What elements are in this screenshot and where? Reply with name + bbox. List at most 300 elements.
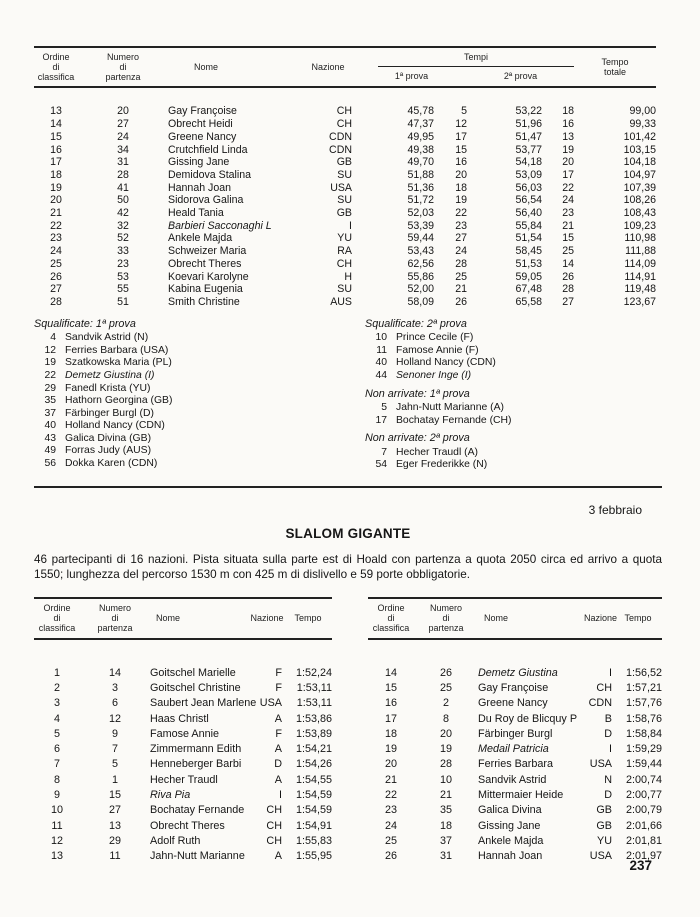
table-cell: 49,95 — [407, 130, 434, 143]
col-header-ordine: Ordine di classifica — [368, 598, 414, 638]
section-divider — [34, 486, 662, 488]
table-cell: 41 — [117, 181, 129, 194]
table-cell: Henneberger Barbi — [150, 758, 242, 771]
table-cell: 14 — [108, 666, 121, 679]
table-cell: 9 — [111, 727, 118, 740]
table-cell: 1:53,86 — [295, 712, 332, 725]
table-row — [34, 87, 656, 118]
table-row — [34, 220, 656, 233]
list-item — [34, 408, 365, 421]
table-cell: CH — [336, 105, 352, 118]
table-row — [34, 207, 656, 220]
table-cell: 3 — [111, 681, 118, 694]
athlete-name: Sandvik Astrid (N) — [65, 332, 149, 344]
table-cell: 10 — [439, 773, 452, 786]
list-item — [34, 395, 365, 408]
table-cell: 20 — [384, 758, 397, 771]
table-cell: 52,03 — [407, 207, 434, 220]
table-cell: 19 — [50, 181, 62, 194]
table-cell: 1:54,26 — [295, 758, 332, 771]
table-cell: Kabina Eugenia — [168, 283, 243, 296]
table-cell: 17 — [50, 156, 62, 169]
table-cell: F — [275, 727, 282, 740]
col-header-tempo: Tempo — [284, 598, 332, 638]
table-cell: 27 — [117, 118, 129, 131]
table-cell: 15 — [108, 789, 121, 802]
table-cell: 50 — [117, 194, 129, 207]
athlete-name: Jahn-Nutt Marianne (A) — [396, 402, 504, 414]
table-cell: USA — [589, 758, 612, 771]
table-cell: 26 — [439, 666, 452, 679]
list-item — [365, 459, 662, 472]
table-cell: 1:52,24 — [295, 666, 332, 679]
table-cell: Demidova Stalina — [168, 168, 252, 181]
table-cell: 18 — [455, 181, 467, 194]
table-cell: 110,98 — [624, 232, 657, 245]
table-cell: 2:00,77 — [625, 789, 662, 802]
table-cell: 1:53,11 — [296, 697, 332, 710]
athlete-name: Forras Judy (AUS) — [65, 445, 152, 457]
bib-number: 49 — [44, 445, 56, 457]
table-cell: Greene Nancy — [168, 130, 237, 143]
table-cell: 1:57,21 — [625, 681, 662, 694]
athlete-name: Holland Nancy (CDN) — [396, 357, 496, 369]
table-row — [34, 131, 656, 144]
bib-number: 19 — [44, 357, 56, 369]
table-cell: 99,33 — [629, 118, 657, 131]
bib-number: 11 — [376, 344, 387, 356]
table-cell: 49,38 — [407, 143, 434, 156]
table-cell: 17 — [384, 712, 397, 725]
table-cell: Crutchfield Linda — [168, 143, 248, 156]
list-item — [365, 415, 662, 428]
table-cell: 51,54 — [515, 232, 542, 245]
table-cell: 1:53,11 — [296, 681, 332, 694]
table-cell: 8 — [53, 773, 60, 786]
bib-number: 40 — [44, 420, 56, 432]
status-lists-right — [365, 318, 662, 472]
table-row — [34, 271, 656, 284]
table-cell: A — [274, 743, 282, 756]
table-cell: SU — [337, 194, 352, 207]
table-cell: 49,70 — [407, 156, 434, 169]
table-cell: 19 — [562, 143, 575, 156]
bib-number: 22 — [44, 369, 56, 381]
table-cell: 51,47 — [515, 130, 542, 143]
table-cell: F — [275, 681, 282, 694]
table-cell: GB — [336, 207, 352, 220]
table-cell: 33 — [117, 245, 129, 258]
table-cell: Haas Christl — [150, 712, 209, 725]
table-cell: GB — [336, 156, 352, 169]
table-cell: 104,18 — [623, 156, 657, 169]
table-cell: 21 — [562, 219, 575, 232]
col-header-numero: Numero di partenza — [414, 598, 478, 638]
tempi-label: Tempi — [464, 52, 489, 62]
table-cell: I — [609, 743, 612, 756]
table-cell: Heald Tania — [168, 207, 224, 220]
table-cell: Du Roy de Blicquy P — [478, 712, 578, 725]
giant-slalom-intro: 46 partecipanti di 16 nazioni. Pista situata sulla parte est di Hoald con partenza a quota 2050 circa ed arrivo a quota 1550; lunghezza del percorso 1530 m con 425 m di dislivello e 59 porte obbligatorie. — [34, 552, 662, 582]
table-cell: 17 — [455, 130, 467, 143]
bib-number: 5 — [381, 402, 387, 414]
list-item — [34, 433, 365, 446]
table-cell: 23 — [50, 232, 62, 245]
table-cell: Hannah Joan — [478, 850, 543, 863]
table-row — [368, 712, 662, 727]
table-cell: F — [275, 666, 282, 679]
bib-number: 37 — [44, 407, 56, 419]
table-row — [34, 727, 332, 742]
table-cell: CH — [266, 819, 282, 832]
table-cell: Goitschel Christine — [150, 681, 241, 694]
table-cell: 5 — [53, 727, 60, 740]
table-cell: D — [274, 758, 282, 771]
table-cell: 23 — [562, 207, 575, 220]
table-cell: 51,36 — [407, 181, 434, 194]
table-row — [368, 727, 662, 742]
col-header-nome: Nome — [478, 598, 584, 638]
table-cell: 27 — [50, 283, 62, 296]
table-cell: 20 — [117, 105, 129, 118]
table-row — [34, 696, 332, 711]
table-cell: 28 — [455, 257, 467, 270]
table-cell: 20 — [455, 168, 467, 181]
table-cell: Bochatay Fernande — [150, 804, 245, 817]
table-cell: USA — [330, 181, 352, 194]
table-cell: 13 — [50, 105, 62, 118]
table-cell: A — [274, 850, 282, 863]
table-cell: GB — [596, 819, 612, 832]
table-cell: 14 — [50, 118, 62, 131]
table-cell: 37 — [439, 834, 452, 847]
table-cell: D — [604, 727, 612, 740]
table-cell: Greene Nancy — [478, 697, 548, 710]
table-row — [34, 681, 332, 696]
table-row — [34, 232, 656, 245]
table-cell: 25 — [384, 834, 397, 847]
table-cell: CDN — [329, 130, 352, 143]
athlete-name: Galica Divina (GB) — [65, 432, 152, 444]
table-cell: CH — [266, 804, 282, 817]
table-cell: 2:00,79 — [625, 804, 662, 817]
table-cell: Gay Françoise — [478, 681, 549, 694]
table-cell: 101,42 — [623, 130, 657, 143]
col-header-tempo-totale: Tempo totale — [574, 47, 656, 87]
table-cell: 55,84 — [515, 219, 542, 232]
table-cell: 18 — [562, 105, 575, 118]
table-cell: 114,91 — [624, 270, 657, 283]
table-cell: 27 — [455, 232, 467, 245]
table-cell: 18 — [384, 727, 397, 740]
table-row — [34, 258, 656, 271]
table-cell: 23 — [455, 219, 467, 232]
col-header-nome: Nome — [168, 47, 300, 87]
table-cell: 26 — [562, 270, 575, 283]
table-cell: 108,43 — [623, 207, 657, 220]
table-row — [34, 182, 656, 195]
table-cell: 1:54,59 — [295, 789, 332, 802]
table-cell: 5 — [111, 758, 118, 771]
athlete-name: Färbinger Burgl (D) — [65, 407, 154, 419]
table-cell: 54,18 — [515, 156, 542, 169]
table-cell: 1:58,84 — [625, 727, 662, 740]
table-cell: 26 — [455, 295, 467, 308]
table-cell: 58,09 — [407, 295, 434, 308]
table-cell: 23 — [384, 804, 397, 817]
athlete-name: Fanedl Krista (YU) — [65, 382, 151, 394]
athlete-name: Bochatay Fernande (CH) — [396, 414, 512, 426]
table-row — [34, 245, 656, 258]
status-lists-left — [34, 318, 365, 472]
table-cell: CH — [266, 834, 282, 847]
table-row — [368, 803, 662, 818]
table-cell: 56,03 — [515, 181, 542, 194]
athlete-name: Senoner Inge (I) — [396, 369, 472, 381]
table-cell: 15 — [562, 232, 575, 245]
table-row — [34, 788, 332, 803]
table-row — [368, 639, 662, 681]
table-cell: 55,86 — [407, 270, 434, 283]
table-row — [34, 834, 332, 849]
table-cell: 51,53 — [515, 257, 542, 270]
table-cell: 15 — [384, 681, 397, 694]
table-cell: 65,58 — [515, 295, 542, 308]
table-cell: 3 — [53, 697, 60, 710]
table-cell: 28 — [50, 295, 62, 308]
table-cell: 7 — [53, 758, 60, 771]
giant-slalom-table-left — [34, 597, 332, 864]
table-cell: AUS — [330, 295, 352, 308]
col-header-nome: Nome — [150, 598, 250, 638]
table-cell: 12 — [108, 712, 121, 725]
list-heading: Squalificate: 1ª prova — [34, 317, 136, 330]
table-cell: 31 — [117, 156, 129, 169]
table-cell: 1:55,95 — [295, 850, 332, 863]
col-header-prova2: 2ª prova — [467, 68, 574, 88]
table-cell: 62,56 — [407, 257, 434, 270]
table-cell: 59,05 — [515, 270, 542, 283]
table-cell: 13 — [562, 130, 575, 143]
table-cell: Gissing Jane — [168, 156, 230, 169]
table-cell: 24 — [455, 245, 467, 258]
table-row — [34, 639, 332, 681]
table-cell: 20 — [562, 156, 575, 169]
table-cell: 12 — [455, 118, 467, 131]
table-cell: 18 — [50, 168, 62, 181]
table-cell: 107,39 — [623, 181, 657, 194]
table-cell: 1 — [111, 773, 118, 786]
athlete-name: Dokka Karen (CDN) — [65, 458, 158, 470]
table-cell: D — [604, 789, 612, 802]
table-cell: 52,00 — [407, 283, 434, 296]
table-cell: Hannah Joan — [168, 181, 232, 194]
table-cell: 10 — [50, 804, 63, 817]
giant-slalom-tables — [34, 597, 662, 864]
table-cell: Obrecht Theres — [168, 257, 242, 270]
table-cell: 15 — [50, 130, 62, 143]
table-cell: Demetz Giustina — [478, 666, 558, 679]
table-cell: I — [609, 666, 612, 679]
table-cell: 25 — [50, 257, 62, 270]
table-cell: 27 — [562, 295, 575, 308]
table-row — [34, 819, 332, 834]
table-cell: H — [344, 270, 352, 283]
table-cell: CDN — [329, 143, 352, 156]
table-cell: Ferries Barbara — [478, 758, 554, 771]
col-header-ordine: Ordine di classifica — [34, 598, 80, 638]
gs-right-header — [368, 598, 662, 638]
table-row — [368, 681, 662, 696]
table-row — [34, 296, 656, 309]
bib-number: 29 — [44, 382, 56, 394]
table-cell: Famose Annie — [150, 727, 220, 740]
table-cell: CH — [336, 257, 352, 270]
table-cell: Adolf Ruth — [150, 834, 201, 847]
table-cell: 111,88 — [625, 245, 657, 258]
athlete-name: Eger Frederikke (N) — [396, 459, 488, 471]
table-cell: 4 — [53, 712, 60, 725]
table-cell: 42 — [117, 207, 129, 220]
list-item — [34, 357, 365, 370]
table-row — [368, 849, 662, 864]
table-cell: A — [274, 773, 282, 786]
athlete-name: Demetz Giustina (I) — [65, 369, 155, 381]
bib-number: 17 — [375, 414, 387, 426]
athlete-name: Ferries Barbara (USA) — [65, 344, 169, 356]
table-cell: Saubert Jean Marlene — [150, 697, 257, 710]
table-cell: 51 — [117, 295, 129, 308]
athlete-name: Szatkowska Maria (PL) — [65, 357, 172, 369]
table-cell: Sandvik Astrid — [478, 773, 547, 786]
table-cell: 26 — [50, 270, 62, 283]
table-cell: 12 — [50, 834, 63, 847]
list-item — [365, 345, 662, 358]
list-heading: Non arrivate: 2ª prova — [365, 432, 470, 445]
table-cell: 6 — [53, 743, 60, 756]
table-cell: 1:58,76 — [625, 712, 662, 725]
table-cell: Smith Christine — [168, 295, 240, 308]
table-cell: 27 — [108, 804, 121, 817]
section-title: SLALOM GIGANTE — [285, 525, 411, 541]
table-cell: 14 — [562, 257, 575, 270]
table-cell: 99,00 — [629, 105, 657, 118]
table-cell: 16 — [50, 143, 62, 156]
table-cell: 11 — [51, 819, 63, 832]
table-cell: 24 — [384, 819, 397, 832]
col-header-nazione: Nazione — [584, 598, 614, 638]
table-cell: 17 — [562, 168, 575, 181]
table-row — [34, 742, 332, 757]
table-cell: Mittermaier Heide — [478, 789, 564, 802]
table-cell: 16 — [455, 156, 467, 169]
table-cell: 32 — [117, 219, 129, 232]
table-cell: 2:01,66 — [625, 819, 662, 832]
table-cell: 28 — [562, 283, 575, 296]
table-cell: 22 — [50, 219, 62, 232]
athlete-name: Famose Annie (F) — [396, 344, 479, 356]
table-cell: 108,26 — [623, 194, 657, 207]
table-cell: A — [274, 712, 282, 725]
table-row — [34, 773, 332, 788]
table-cell: Zimmermann Edith — [150, 743, 242, 756]
table-cell: 51,72 — [407, 194, 434, 207]
slalom-results-table — [34, 46, 656, 309]
col-header-tempo: Tempo — [614, 598, 662, 638]
gs-right-tbody — [368, 639, 662, 865]
table-cell: 13 — [50, 850, 63, 863]
bib-number: 54 — [375, 459, 387, 471]
table-cell: 21 — [50, 207, 62, 220]
table-cell: 53,43 — [407, 245, 434, 258]
table-cell: 24 — [562, 194, 575, 207]
list-item — [34, 458, 365, 471]
table-cell: 28 — [117, 168, 129, 181]
table-cell: 67,48 — [515, 283, 542, 296]
table-row — [368, 834, 662, 849]
list-item — [34, 445, 365, 458]
table-cell: RA — [337, 245, 352, 258]
table-cell: 1:54,21 — [295, 743, 332, 756]
list-item — [34, 345, 365, 358]
table-cell: Goitschel Marielle — [150, 666, 236, 679]
list-item — [34, 332, 365, 345]
table-cell: CH — [336, 118, 352, 131]
table-cell: 15 — [455, 143, 467, 156]
col-header-ordine: Ordine di classifica — [34, 47, 78, 87]
table-cell: 19 — [439, 743, 452, 756]
bib-number: 56 — [44, 458, 56, 470]
list-item — [365, 357, 662, 370]
table-cell: 31 — [439, 850, 452, 863]
table-cell: Gissing Jane — [478, 819, 541, 832]
table-cell: I — [279, 789, 282, 802]
table-cell: YU — [337, 232, 352, 245]
table-cell: 103,15 — [623, 143, 657, 156]
table-cell: 1 — [53, 666, 60, 679]
col-header-nazione: Nazione — [300, 47, 356, 87]
bib-number: 12 — [44, 344, 56, 356]
table-cell: Galica Divina — [478, 804, 542, 817]
table-cell: 19 — [455, 194, 467, 207]
table-cell: 2 — [442, 697, 449, 710]
table-cell: 7 — [111, 743, 118, 756]
table-cell: 53 — [117, 270, 129, 283]
table-cell: 1:55,83 — [295, 834, 332, 847]
table-cell: 22 — [455, 207, 467, 220]
table-row — [34, 283, 656, 296]
table-cell: 35 — [439, 804, 452, 817]
table-cell: 21 — [455, 283, 467, 296]
table-cell: 119,48 — [624, 283, 657, 296]
first-run-tbody — [34, 87, 656, 308]
bib-number: 10 — [375, 332, 387, 344]
table-row — [34, 849, 332, 864]
table-cell: 53,22 — [515, 105, 542, 118]
table-cell: Barbieri Sacconaghi L — [168, 219, 272, 232]
table-cell: 58,45 — [515, 245, 542, 258]
table-cell: 51,96 — [515, 118, 542, 131]
table-cell: 47,37 — [407, 118, 434, 131]
table-cell: 34 — [117, 143, 129, 156]
bib-number: 44 — [375, 369, 387, 381]
col-header-numero: Numero di partenza — [78, 47, 168, 87]
table-row — [368, 696, 662, 711]
col-header-prova1: 1ª prova — [356, 68, 467, 88]
bib-number: 43 — [44, 432, 56, 444]
table-cell: SU — [337, 283, 352, 296]
bib-number: 40 — [375, 357, 387, 369]
